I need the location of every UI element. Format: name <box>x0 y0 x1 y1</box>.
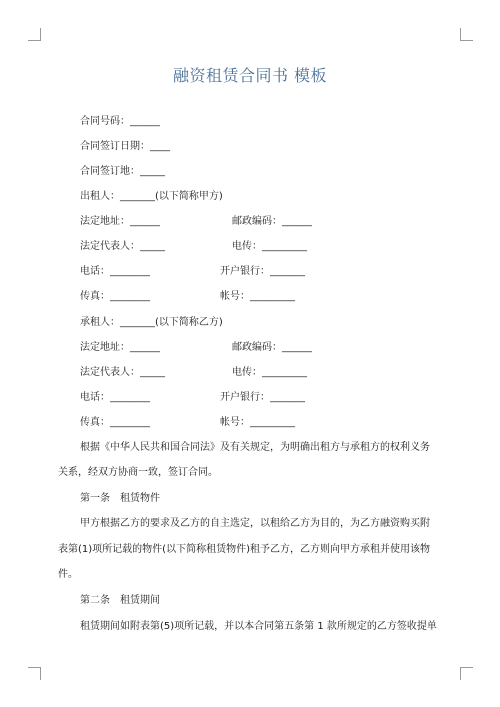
lessee-phone-field: 电话：________ <box>80 392 150 403</box>
lessee-account-field: 帐号：_________ <box>220 417 295 428</box>
article-1-line-1: 甲方根据乙方的要求及乙方的自主选定，以租给乙方为目的，为乙方融资购买附 <box>80 518 430 529</box>
article-2-heading: 第二条 租赁期间 <box>80 595 160 606</box>
lessor-fax-field: 传真：________ <box>80 291 150 302</box>
lessee-legal-rep-field: 法定代表人：_____ <box>80 367 165 378</box>
sign-date-field: 合同签订日期：____ <box>80 141 170 152</box>
lessee-field: 承租人：_______(以下简称乙方) <box>80 317 223 328</box>
contract-number-field: 合同号码：______ <box>80 116 160 127</box>
lessor-postcode-field: 邮政编码：______ <box>232 216 312 227</box>
lessor-address-field: 法定地址：______ <box>80 216 160 227</box>
article-2-line-1: 租赁期间如附表第(5)项所记载，并以本合同第五条第 1 款所规定的乙方签收提单 <box>80 621 437 632</box>
crop-mark-top-right <box>460 28 473 41</box>
intro-paragraph-line-2: 关系，经双方协商一致，签订合同。 <box>58 467 218 478</box>
sign-place-field: 合同签订地：_____ <box>80 166 165 177</box>
lessor-legal-rep-field: 法定代表人：_____ <box>80 241 165 252</box>
lessee-postcode-field: 邮政编码：______ <box>232 342 312 353</box>
crop-mark-bottom-left <box>28 667 41 680</box>
lessor-telex-field: 电传：_________ <box>232 241 307 252</box>
lessor-bank-field: 开户银行：_______ <box>220 266 305 277</box>
lessee-address-field: 法定地址：______ <box>80 342 160 353</box>
lessee-fax-field: 传真：________ <box>80 417 150 428</box>
article-1-line-2: 表第(1)项所记载的物件(以下简称租赁物件)租予乙方，乙方则向甲方承租并使用该物 <box>58 544 430 555</box>
lessee-bank-field: 开户银行：_______ <box>220 392 305 403</box>
document-title: 融资租赁合同书 模板 <box>172 66 328 85</box>
lessor-phone-field: 电话：________ <box>80 266 150 277</box>
crop-mark-top-left <box>28 28 41 41</box>
intro-paragraph-line-1: 根据《中华人民共和国合同法》及有关规定，为明确出租方与承租方的权利义务 <box>80 442 430 453</box>
lessor-field: 出租人：_______(以下简称甲方) <box>80 191 223 202</box>
lessee-telex-field: 电传：_________ <box>232 367 307 378</box>
article-1-line-3: 件。 <box>58 569 78 580</box>
article-1-heading: 第一条 租赁物件 <box>80 493 160 504</box>
lessor-account-field: 帐号：_________ <box>220 291 295 302</box>
crop-mark-bottom-right <box>460 667 473 680</box>
